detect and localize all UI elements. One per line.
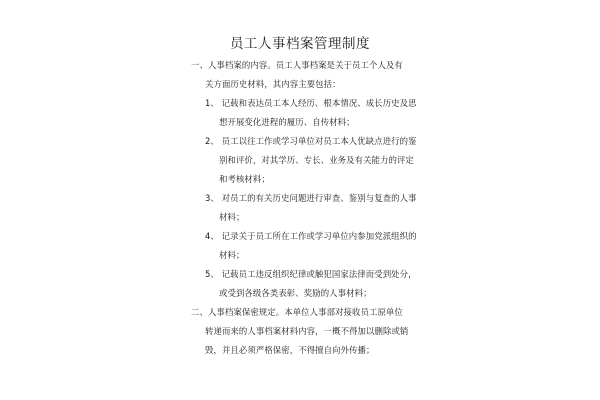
item-2-line-1: 2、 员工以往工作或学习单位对员工本人优缺点进行的鉴 — [205, 136, 417, 146]
item-4-line-2: 材料； — [219, 250, 245, 260]
section-2-line-3: 毁，并且必须严格保密，不得擅自向外传播； — [205, 345, 375, 355]
item-1-line-2: 想开展变化进程的履历、自传材料； — [219, 117, 355, 127]
item-4-line-1: 4、 记录关于员工所在工作或学习单位内参加党派组织的 — [205, 231, 417, 241]
item-3-line-1: 3、 对员工的有关历史问题进行审查、鉴别与复查的人事 — [205, 193, 417, 203]
section-1-heading: 一、人事档案的内容。员工人事档案是关于员工个人及有 — [191, 60, 403, 70]
item-2-line-3: 和考核材料； — [219, 174, 270, 184]
item-5-line-1: 5、 记载员工违反组织纪律或触犯国家法律而受到处分， — [205, 269, 417, 279]
section-1-heading-cont: 关方面历史材料，其内容主要包括： — [205, 79, 341, 89]
section-2-heading: 二、人事档案保密规定。本单位人事部对接收员工原单位 — [191, 307, 403, 317]
document-title: 员工人事档案管理制度 — [230, 36, 370, 52]
item-5-line-2: 或受到各级各类表彰、奖励的人事材料； — [219, 288, 372, 298]
item-3-line-2: 材料； — [219, 212, 245, 222]
section-2-line-2: 转递而来的人事档案材料内容，一概不得加以删除或销 — [205, 326, 409, 336]
item-2-line-2: 别和评价，对其学历、专长、业务及有关能力的评定 — [219, 155, 414, 165]
item-1-line-1: 1、 记载和表达员工本人经历、根本情况、成长历史及思 — [205, 98, 417, 108]
